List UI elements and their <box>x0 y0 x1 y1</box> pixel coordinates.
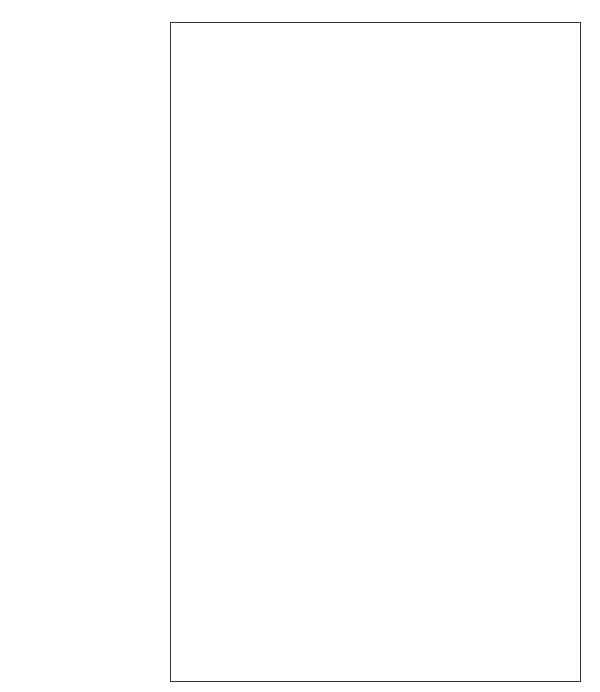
table-frame <box>170 22 581 682</box>
